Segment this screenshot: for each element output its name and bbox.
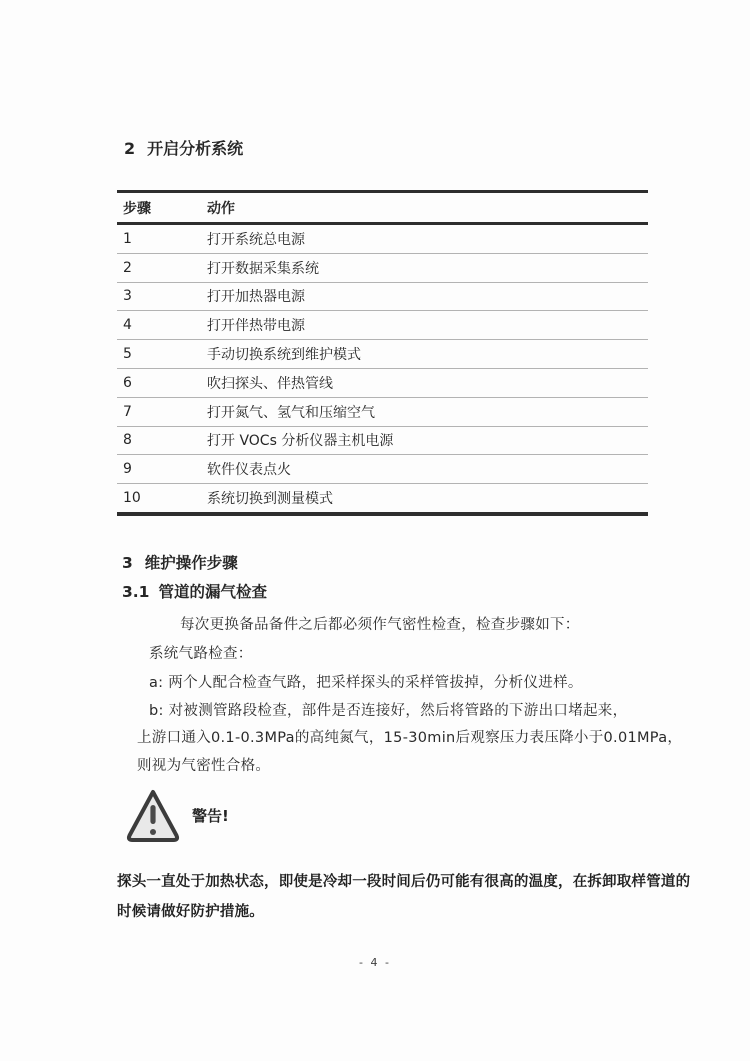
section-2-title: 开启分析系统	[147, 139, 244, 158]
table-row	[117, 426, 648, 455]
step-number: 1	[117, 224, 207, 254]
step-action: 打开氮气、氢气和压缩空气	[207, 397, 648, 426]
section-3-1-heading	[122, 580, 267, 602]
section-2-number: 2	[124, 139, 136, 158]
warning-label: 警告!	[192, 807, 229, 825]
table-row	[117, 484, 648, 514]
section-3-number: 3	[122, 554, 133, 572]
step-action: 打开系统总电源	[207, 224, 648, 254]
paragraph-intro: 每次更换备品备件之后都必须作气密性检查，检查步骤如下：	[180, 617, 580, 633]
section-3-1-title: 管道的漏气检查	[158, 583, 267, 601]
table-row	[117, 224, 648, 254]
step-number: 8	[117, 426, 207, 455]
paragraph-step-b-line2: 上游口通入0.1-0.3MPa的高纯氮气，15-30min后观察压力表压降小于0.01MPa，	[137, 730, 683, 746]
step-action: 系统切换到测量模式	[207, 491, 333, 508]
step-number: 6	[117, 368, 207, 397]
table-row	[117, 253, 648, 282]
caution-text-line2: 时候请做好防护措施。	[117, 904, 264, 920]
step-action: 手动切换系统到维护模式	[207, 340, 648, 369]
section-3-title: 维护操作步骤	[144, 554, 238, 572]
step-action: 打开数据采集系统	[207, 253, 648, 282]
column-header-step: 步骤	[117, 192, 207, 224]
paragraph-step-b-line3: 则视为气密性合格。	[137, 758, 271, 774]
table-header-row	[117, 192, 648, 224]
step-number: 4	[117, 311, 207, 340]
step-number: 9	[117, 455, 207, 484]
step-number: 3	[117, 282, 207, 311]
section-3-heading	[122, 551, 238, 573]
section-2-heading	[124, 136, 243, 159]
section-3-1-number: 3.1	[122, 583, 150, 601]
step-action: 吹扫探头、伴热管线	[207, 368, 648, 397]
step-action: 打开伴热带电源	[207, 311, 648, 340]
step-number: 10	[123, 490, 141, 507]
table-row	[117, 311, 648, 340]
page-number: - 4 -	[359, 956, 391, 969]
step-number: 5	[117, 340, 207, 369]
paragraph-step-a: a: 两个人配合检查气路，把采样探头的采样管拔掉，分析仪进样。	[149, 675, 583, 691]
steps-table	[117, 190, 648, 516]
table-row	[117, 282, 648, 311]
table-row	[117, 397, 648, 426]
warning-triangle-icon	[126, 788, 180, 850]
step-action: 打开加热器电源	[207, 282, 648, 311]
step-number: 2	[117, 253, 207, 282]
step-number: 7	[117, 397, 207, 426]
paragraph-check-title: 系统气路检查：	[149, 646, 253, 662]
column-header-action: 动作	[207, 192, 648, 224]
table-row	[117, 368, 648, 397]
caution-text-line1: 探头一直处于加热状态，即使是冷却一段时间后仍可能有很高的温度，在拆卸取样管道的	[117, 874, 691, 890]
table-row	[117, 455, 648, 484]
step-action: 打开 VOCs 分析仪器主机电源	[207, 426, 648, 455]
step-action: 软件仪表点火	[207, 455, 648, 484]
table-row	[117, 340, 648, 369]
paragraph-step-b-line1: b: 对被测管路段检查，部件是否连接好，然后将管路的下游出口堵起来，	[149, 703, 628, 719]
